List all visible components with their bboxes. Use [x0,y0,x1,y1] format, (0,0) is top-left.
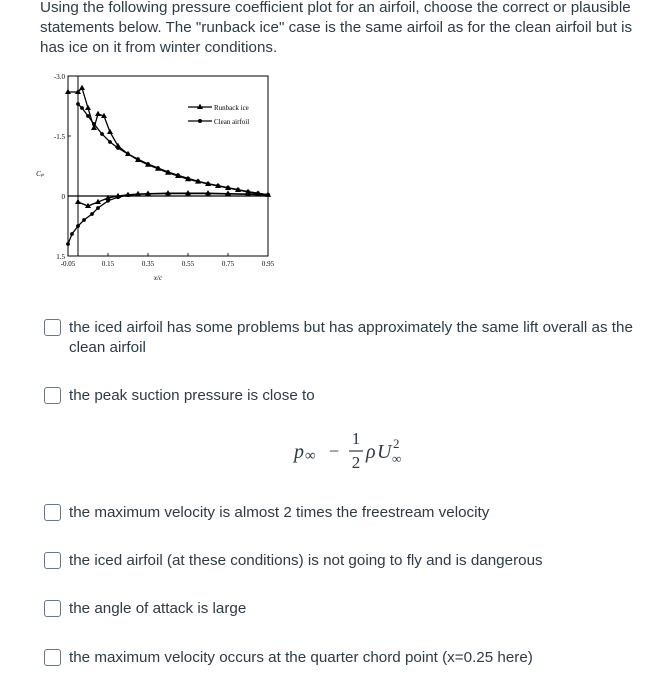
y-tick-label: 0 [61,193,65,201]
clean-airfoil-point [146,192,150,196]
x-axis-label: x/c [153,274,163,282]
clean-airfoil-point [206,182,210,186]
clean-airfoil-point [70,232,74,236]
option-same-lift[interactable] [44,318,649,358]
x-tick-label: 0.15 [101,260,115,268]
clean-airfoil-point [186,192,190,196]
checkbox[interactable] [44,552,61,569]
y-tick-label: -3.0 [53,73,65,81]
pressure-coefficient-chart [30,70,280,295]
plot-frame [68,76,268,256]
checkbox[interactable] [44,504,61,521]
clean-airfoil-point [90,212,94,216]
option-label: the angle of attack is large [69,600,247,617]
clean-airfoil-point [186,177,190,181]
option-max-velocity-2x[interactable] [44,503,649,523]
runback-ice-point [85,105,91,110]
clean-airfoil-point [136,193,140,197]
clean-airfoil-point [106,199,110,203]
option-label: the iced airfoil has some problems but has approximately the same lift overall as the clean airfoil [69,319,633,356]
clean-airfoil-point [76,102,80,106]
legend-label-clean-airfoil: Clean airfoil [214,118,250,126]
clean-airfoil-point [96,206,100,210]
y-tick-label: -1.5 [53,133,65,141]
clean-airfoil-point [226,186,230,190]
formula-inf: ∞ [305,448,316,464]
clean-airfoil-point [116,146,120,150]
checkbox[interactable] [44,649,61,666]
checkbox[interactable] [44,319,61,336]
legend-label-runback-ice: Runback ice [214,104,249,112]
option-peak-suction[interactable] [44,386,649,406]
clean-airfoil-point [116,195,120,199]
runback-ice-point [79,85,85,90]
clean-airfoil-point [86,114,90,118]
clean-airfoil-point [176,173,180,177]
option-angle-of-attack-large[interactable] [44,599,649,619]
option-max-velocity-quarter-chord[interactable] [44,648,649,668]
formula-rho: ρ [366,441,376,463]
option-label: the maximum velocity is almost 2 times the freestream velocity [69,504,490,521]
x-tick-label: 0.55 [181,260,195,268]
runback-ice-point [107,129,113,134]
x-tick-label: 0.95 [261,260,275,268]
clean-airfoil-point [156,166,160,170]
clean-airfoil-point [206,192,210,196]
clean-airfoil-point [82,218,86,222]
clean-airfoil-point [246,193,250,197]
checkbox[interactable] [44,387,61,404]
formula-p: p [294,441,304,463]
formula-inf-subscript: ∞ [392,451,402,466]
clean-airfoil-point [136,157,140,161]
formula-numerator: 1 [351,429,361,448]
x-tick-label: -0.05 [60,260,76,268]
clean-airfoil-point [236,188,240,192]
clean-airfoil-point [226,192,230,196]
option-not-fly-dangerous[interactable] [44,551,649,571]
clean-airfoil-point [126,193,130,197]
dynamic-pressure-formula [292,422,452,474]
x-tick-label: 0.35 [141,260,155,268]
clean-airfoil-point [146,162,150,166]
clean-airfoil-point [92,122,96,126]
checkbox[interactable] [44,600,61,617]
clean-airfoil-point [76,224,80,228]
formula-minus: − [329,441,340,461]
clean-airfoil-point [80,106,84,110]
y-axis-label: Cₚ [36,170,44,178]
clean-airfoil-point [108,140,112,144]
clean-airfoil-point [196,179,200,183]
formula-denominator: 2 [351,453,361,472]
runback-ice-point [95,111,101,116]
option-label: the iced airfoil (at these conditions) is not going to fly and is dangerous [69,552,543,569]
y-tick-label: 1.5 [56,253,65,261]
clean-airfoil-point [66,242,70,246]
clean-airfoil-point [100,132,104,136]
clean-airfoil-point [126,152,130,156]
formula-exponent: 2 [393,436,400,451]
runback-ice-point [75,199,81,204]
question-text: Using the following pressure coefficient plot for an airfoil, choose the correct or plausible statements below. The "runback ice" case is the same airfoil as for the clean airfoil but is has ice on it from winter conditions. [40,0,633,56]
clean-airfoil-point [166,192,170,196]
option-label: the maximum velocity occurs at the quarter chord point (x=0.25 here) [69,649,533,666]
clean-airfoil-point [266,193,270,197]
option-label: the peak suction pressure is close to [69,387,315,404]
clean-airfoil-point [216,184,220,188]
legend-marker-circle [198,119,202,123]
x-tick-label: 0.75 [221,260,235,268]
formula-U: U [377,441,392,463]
clean-airfoil-point [166,170,170,174]
